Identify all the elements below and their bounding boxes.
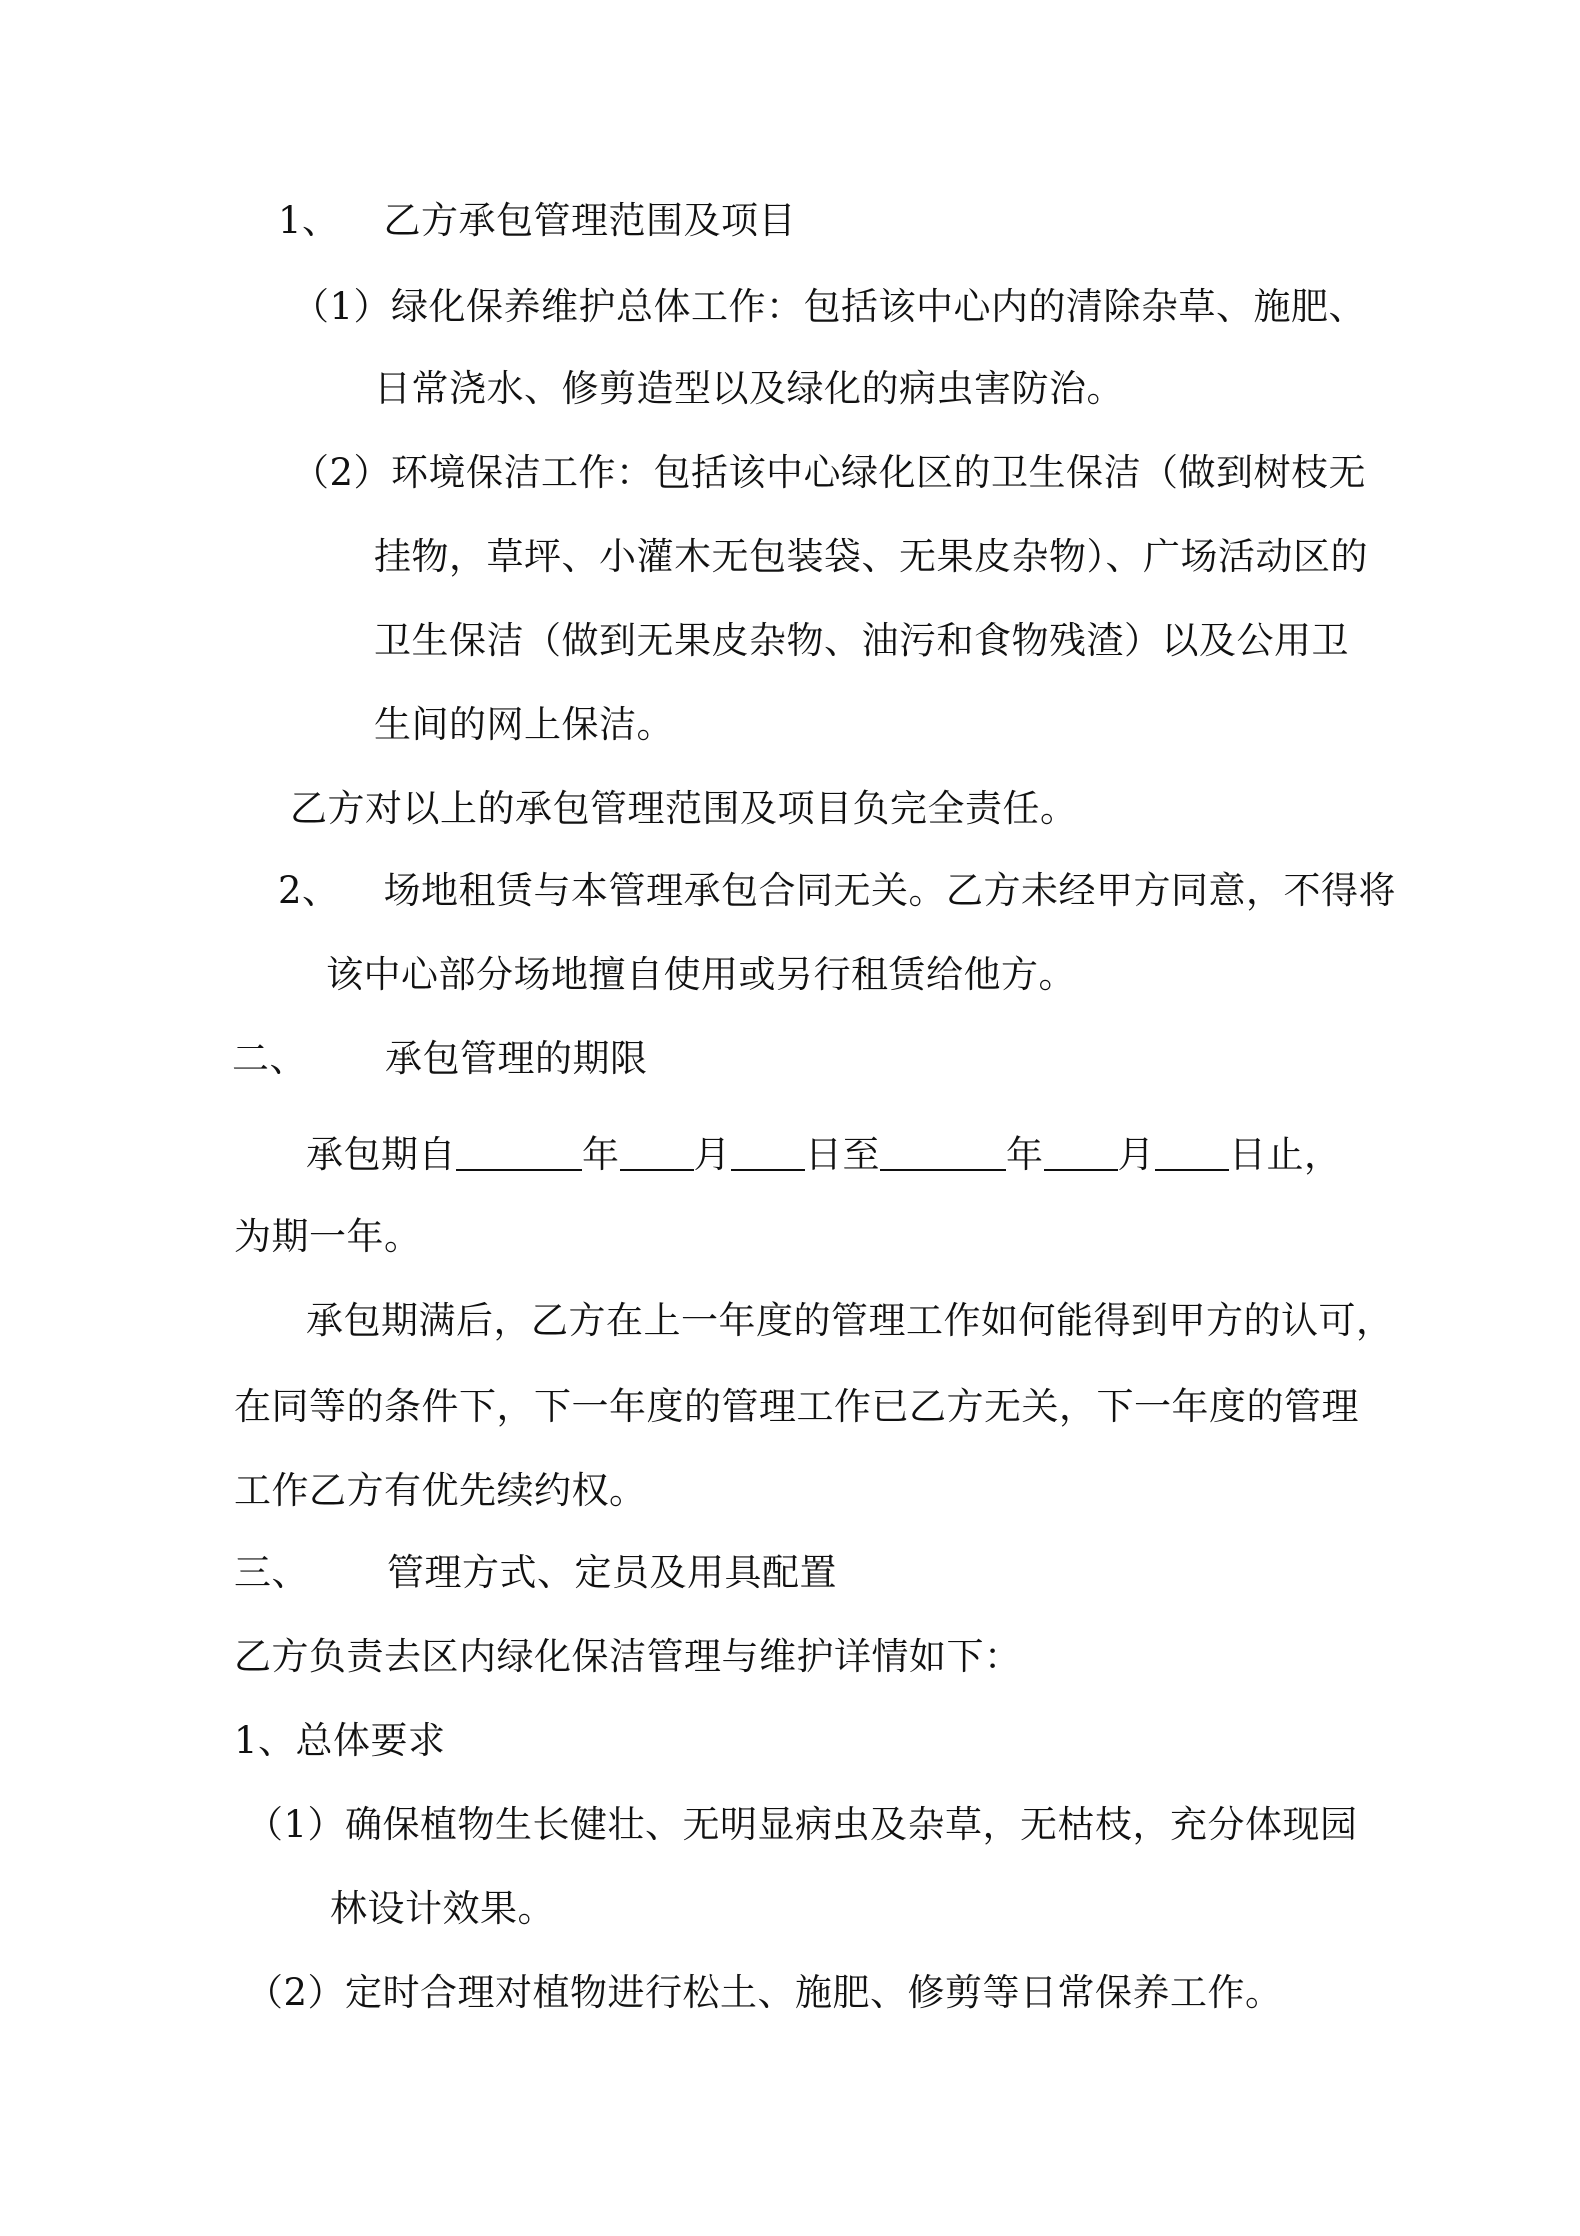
start-day-blank[interactable]: [731, 1135, 805, 1171]
end-month-blank[interactable]: [1044, 1135, 1118, 1171]
item-2-text-1: 场地租赁与本管理承包合同无关。乙方未经甲方同意，不得将: [383, 869, 1397, 912]
sub-2-text-2: 挂物，草坪、小灌木无包装袋、无果皮杂物）、广场活动区的: [374, 535, 1368, 578]
general-heading: [234, 1717, 446, 1765]
end-day-blank[interactable]: [1155, 1135, 1229, 1171]
section-3-intro: 乙方负责去区内绿化保洁管理与维护详情如下：: [234, 1635, 1022, 1678]
sub-2-line-4: [374, 701, 674, 749]
item-2-line-1: [278, 867, 1396, 915]
end-year-blank[interactable]: [880, 1135, 1006, 1171]
item-2-number: 2、: [278, 869, 340, 912]
req-1-line-2: [330, 1885, 555, 1933]
sub-2-line-3: [374, 617, 1349, 665]
period-tail-line: [234, 1213, 422, 1261]
sub-1-text-1: 绿化保养维护总体工作：包括该中心内的清除杂草、施肥、: [391, 285, 1367, 328]
renewal-line-3: [234, 1467, 647, 1515]
renewal-line-2: [234, 1383, 1359, 1431]
period-tail: 为期一年。: [234, 1215, 422, 1258]
sub-1-line-2: [374, 365, 1124, 413]
general-title: 总体要求: [295, 1719, 446, 1762]
item-1-number: 1、: [278, 199, 340, 242]
item-2-text-2: 该中心部分场地擅自使用或另行租赁给他方。: [326, 953, 1076, 996]
section-3-heading: [234, 1549, 837, 1597]
req-1-text-2: 林设计效果。: [330, 1887, 555, 1930]
period-prefix: 承包期自: [306, 1133, 456, 1176]
period-month-2: 月: [1117, 1133, 1155, 1176]
responsibility-text: 乙方对以上的承包管理范围及项目负完全责任。: [290, 787, 1078, 830]
renewal-line-1: [306, 1297, 1394, 1345]
req-1-text-1: 确保植物生长健壮、无明显病虫及杂草，无枯枝，充分体现园: [345, 1803, 1358, 1846]
period-line: [306, 1131, 1342, 1179]
sub-2-line-2: [374, 533, 1368, 581]
responsibility-line: [290, 785, 1078, 833]
section-3-intro-line: [234, 1633, 1022, 1681]
item-1-title: 乙方承包管理范围及项目: [383, 199, 797, 242]
sub-1-number: （1）: [292, 285, 392, 328]
item-2-line-2: [326, 951, 1076, 999]
sub-1-text-2: 日常浇水、修剪造型以及绿化的病虫害防治。: [374, 367, 1124, 410]
period-year-2: 年: [1006, 1133, 1044, 1176]
section-3-title: 管理方式、定员及用具配置: [387, 1551, 837, 1594]
renewal-text-3: 工作乙方有优先续约权。: [234, 1469, 647, 1512]
period-month-1: 月: [693, 1133, 731, 1176]
section-2-title: 承包管理的期限: [385, 1037, 648, 1080]
renewal-text-1: 承包期满后，乙方在上一年度的管理工作如何能得到甲方的认可，: [306, 1299, 1394, 1342]
sub-2-text-4: 生间的网上保洁。: [374, 703, 674, 746]
start-year-blank[interactable]: [456, 1135, 582, 1171]
period-day-end: 日止，: [1229, 1133, 1342, 1176]
sub-2-line-1: [292, 449, 1366, 497]
sub-1-line-1: [292, 283, 1366, 331]
section-2-heading: [232, 1035, 648, 1083]
general-number: 1、: [234, 1719, 296, 1762]
section-3-number: 三、: [234, 1551, 309, 1594]
start-month-blank[interactable]: [620, 1135, 694, 1171]
req-1-number: （1）: [246, 1803, 346, 1846]
period-day-to: 日至: [805, 1133, 880, 1176]
item-1-heading: [278, 197, 796, 245]
req-2-number: （2）: [246, 1971, 346, 2014]
req-2-text: 定时合理对植物进行松土、施肥、修剪等日常保养工作。: [345, 1971, 1283, 2014]
sub-2-number: （2）: [292, 451, 392, 494]
sub-2-text-3: 卫生保洁（做到无果皮杂物、油污和食物残渣）以及公用卫: [374, 619, 1349, 662]
req-2-line: [246, 1969, 1283, 2017]
sub-2-text-1: 环境保洁工作：包括该中心绿化区的卫生保洁（做到树枝无: [391, 451, 1367, 494]
renewal-text-2: 在同等的条件下，下一年度的管理工作已乙方无关，下一年度的管理: [234, 1385, 1359, 1428]
req-1-line-1: [246, 1801, 1358, 1849]
section-2-number: 二、: [232, 1037, 307, 1080]
period-year-1: 年: [582, 1133, 620, 1176]
